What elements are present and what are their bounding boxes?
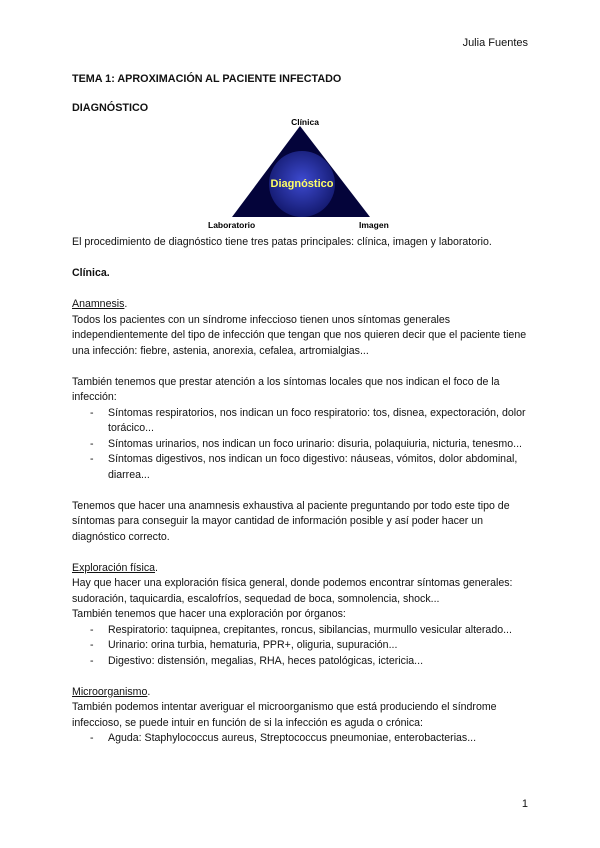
exploracion-paragraph-1: Hay que hacer una exploración física general, donde podemos encontrar síntomas generales: sudoración, taquicardia, escalofríos, sequedad de boca, somnolencia, shock... bbox=[72, 577, 513, 605]
exploracion-heading: Exploración física. bbox=[72, 561, 158, 574]
list-item: - Respiratorio: taquipnea, crepitantes, roncus, sibilancias, murmullo vesicular alterado... bbox=[108, 623, 532, 639]
document-title: TEMA 1: APROXIMACIÓN AL PACIENTE INFECTADO bbox=[72, 73, 342, 85]
list-item: - Aguda: Staphylococcus aureus, Streptococcus pneumoniae, enterobacterias... bbox=[108, 731, 532, 747]
list-item: - Síntomas digestivos, nos indican un foco digestivo: náuseas, vómitos, dolor abdominal, diarrea... bbox=[108, 452, 532, 483]
list-item: - Urinario: orina turbia, hematuria, PPR+, oliguria, supuración... bbox=[108, 638, 532, 654]
diagram-label-top: Clínica bbox=[291, 117, 319, 127]
exploracion-list bbox=[72, 623, 532, 670]
list-item: - Síntomas respiratorios, nos indican un foco respiratorio: tos, disnea, expectoración, dolor torácico... bbox=[108, 406, 532, 437]
intro-paragraph: El procedimiento de diagnóstico tiene tres patas principales: clínica, imagen y laboratorio. bbox=[72, 236, 492, 248]
diagnosis-diagram bbox=[202, 114, 398, 232]
anamnesis-paragraph-2: También tenemos que prestar atención a los síntomas locales que nos indican el foco de la infección: bbox=[72, 375, 500, 403]
exploracion-paragraph-2: También tenemos que hacer una exploración por órganos: bbox=[72, 608, 346, 620]
anamnesis-paragraph-3: Tenemos que hacer una anamnesis exhaustiva al paciente preguntando por todo este tipo de síntomas para conseguir la mayor cantidad de información posible y así poder hacer un diagnóstico correcto. bbox=[72, 499, 510, 543]
author-name: Julia Fuentes bbox=[462, 37, 528, 49]
anamnesis-paragraph-1: Todos los pacientes con un síndrome infeccioso tienen unos síntomas generales independientemente del tipo de infección que tengan que nos quieren decir que el paciente tiene una infección: fiebre, astenia, anorexia, cefalea, artromialgias... bbox=[72, 313, 527, 357]
list-item: - Síntomas urinarios, nos indican un foco urinario: disuria, polaquiuria, nicturia, tenesmo... bbox=[108, 437, 532, 453]
microorganismo-list bbox=[72, 731, 532, 747]
clinica-heading: Clínica. bbox=[72, 267, 110, 279]
section-heading-diagnostico: DIAGNÓSTICO bbox=[72, 102, 149, 114]
list-item: - Digestivo: distensión, megalias, RHA, heces patológicas, ictericia... bbox=[108, 654, 532, 670]
anamnesis-heading: Anamnesis. bbox=[72, 298, 128, 310]
anamnesis-list bbox=[72, 406, 532, 484]
diagram-label-center: Diagnóstico bbox=[270, 178, 334, 190]
document-body bbox=[72, 235, 532, 747]
microorganismo-paragraph-1: También podemos intentar averiguar el microorganismo que está produciendo el síndrome infeccioso, se puede intuir en función de si la infección es aguda o crónica: bbox=[72, 701, 497, 729]
diagram-label-left: Laboratorio bbox=[208, 220, 256, 230]
page-number: 1 bbox=[521, 798, 528, 810]
diagram-label-right: Imagen bbox=[359, 220, 389, 230]
microorganismo-heading: Microorganismo. bbox=[72, 685, 151, 698]
